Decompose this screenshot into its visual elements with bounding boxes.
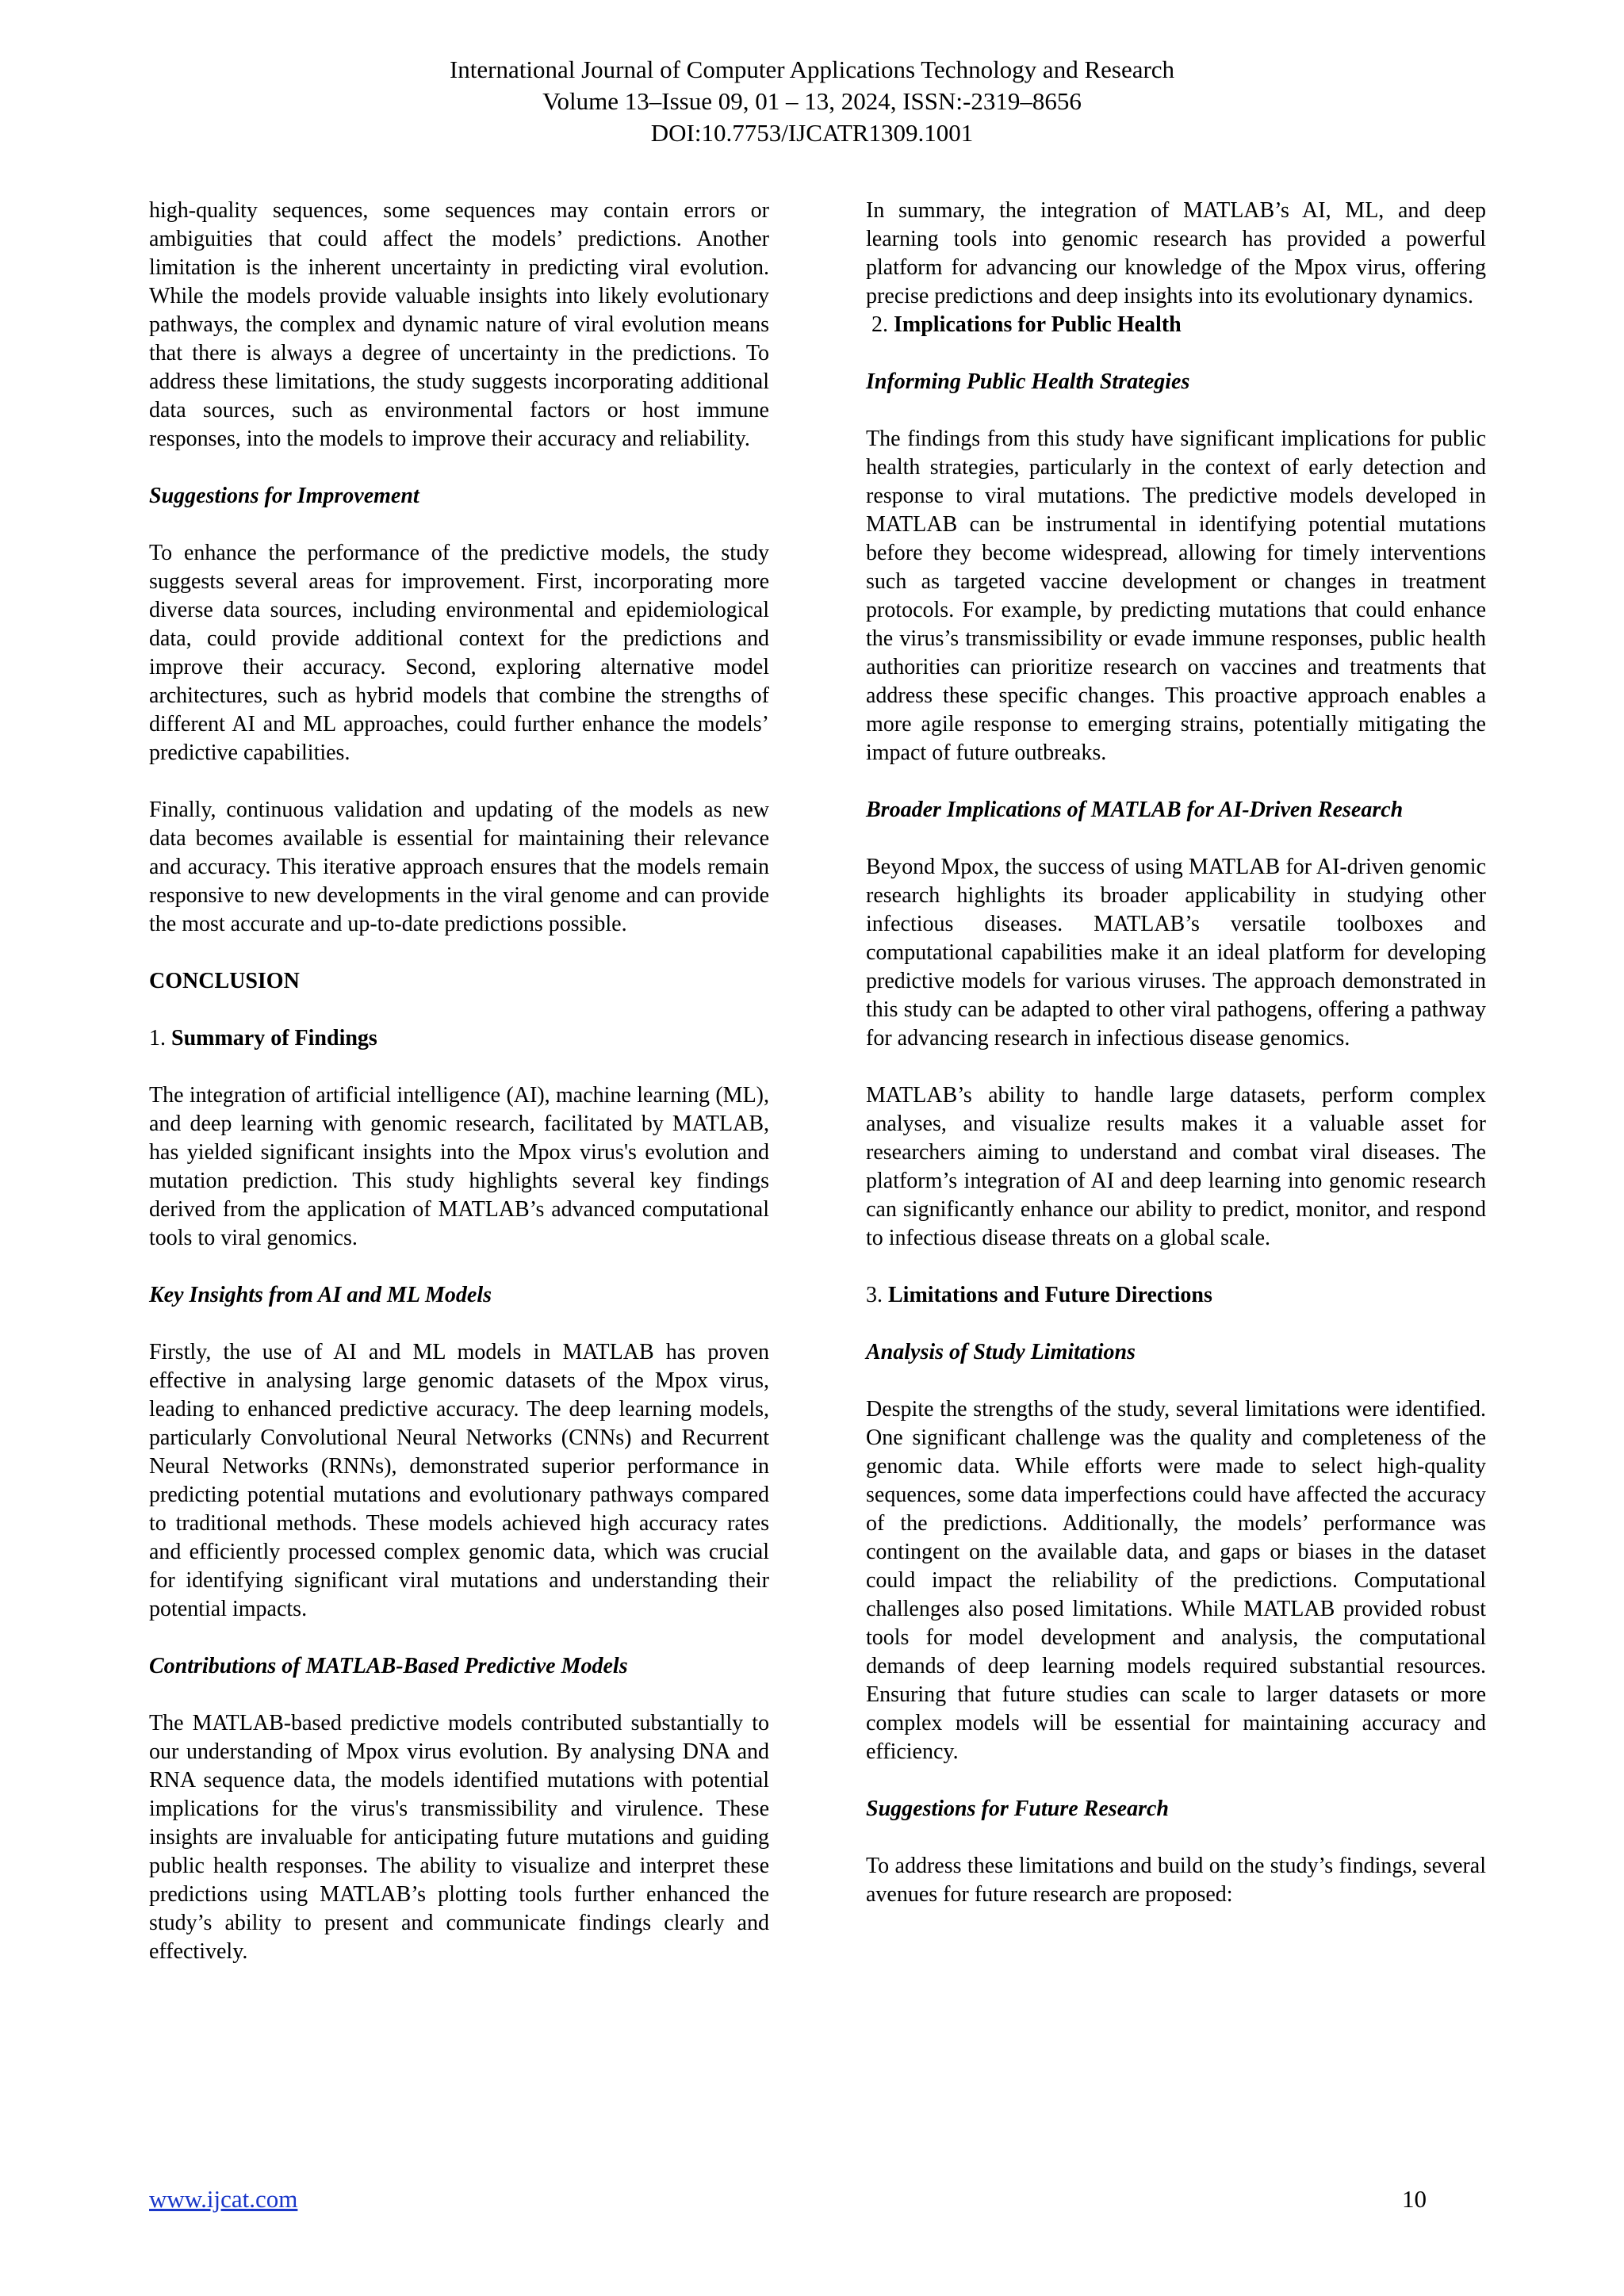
paragraph: Finally, continuous validation and updating of the models as new data becomes available is essential for maintaining their relevance and accuracy. This iterative approach ensures that the models remain responsive to new developments in the viral genome and can provide the most accurate and up-to-date predictions possible. <box>149 798 769 936</box>
section-number: 3. <box>866 1283 883 1307</box>
section-number: 1. <box>149 1026 166 1050</box>
right-column <box>866 197 1486 1909</box>
subheading-informing-strategies: Informing Public Health Strategies <box>866 369 1190 394</box>
subheading-future-research: Suggestions for Future Research <box>866 1797 1169 1821</box>
paragraph: To enhance the performance of the predictive models, the study suggests several areas for improvement. First, incorporating more diverse data sources, including environmental and epidemiological data, could provide additional context for the predictions and improve their accuracy. Second, exploring alternative model architectures, such as hybrid models that combine the strengths of different AI and ML approaches, could further enhance the models’ predictive capabilities. <box>149 541 769 765</box>
section-heading-summary <box>149 1024 769 1053</box>
subheading-broader-implications: Broader Implications of MATLAB for AI-Driven Research <box>866 798 1404 822</box>
subheading-key-insights: Key Insights from AI and ML Models <box>149 1283 492 1307</box>
paragraph: high-quality sequences, some sequences may contain errors or ambiguities that could affect the models’ predictions. Another limitation is the inherent uncertainty in predicting viral evolution. While the models provide valuable insights into likely evolutionary pathways, the complex and dynamic nature of viral evolution means that there is always a degree of uncertainty in the predictions. To address these limitations, the study suggests incorporating additional data sources, such as environmental factors or host immune responses, into the models to improve their accuracy and reliability. <box>149 198 769 451</box>
left-column <box>149 197 769 1966</box>
paragraph: Despite the strengths of the study, several limitations were identified. One significant challenge was the quality and completeness of the genomic data. While efforts were made to select high-quality sequences, some data imperfections could have affected the accuracy of the predictions. Additionally, the models’ performance was contingent on the available data, and gaps or biases in the dataset could impact the reliability of the predictions. Computational challenges also posed limitations. While MATLAB provided robust tools for model development and analysis, the computational demands of deep learning models required substantial resources. Ensuring that future studies can scale to larger datasets or more complex models will be essential for maintaining accuracy and efficiency. <box>866 1397 1486 1764</box>
paragraph: In summary, the integration of MATLAB’s AI, ML, and deep learning tools into genomic research has provided a powerful platform for advancing our knowledge of the Mpox virus, offering precise predictions and deep insights into its evolutionary dynamics. <box>866 198 1486 308</box>
subheading-suggestions-improvement: Suggestions for Improvement <box>149 484 419 508</box>
section-title: Limitations and Future Directions <box>888 1283 1212 1307</box>
section-title: Summary of Findings <box>171 1026 377 1050</box>
journal-doi: DOI:10.7753/IJCATR1309.1001 <box>650 119 974 147</box>
journal-website-link[interactable]: www.ijcat.com <box>149 2185 298 2213</box>
journal-header <box>0 54 1624 149</box>
journal-volume: Volume 13–Issue 09, 01 – 13, 2024, ISSN:-2319–8656 <box>542 87 1082 115</box>
page-number: 10 <box>1402 2185 1427 2213</box>
section-heading-public-health <box>866 311 1486 339</box>
paragraph: Firstly, the use of AI and ML models in MATLAB has proven effective in analysing large genomic datasets of the Mpox virus, leading to enhanced predictive accuracy. The deep learning models, particularly Convolutional Neural Networks (CNNs) and Recurrent Neural Networks (RNNs), demonstrated superior performance in predicting potential mutations and evolutionary pathways compared to traditional methods. These models achieved high accuracy rates and efficiently processed complex genomic data, which was crucial for identifying significant viral mutations and understanding their potential impacts. <box>149 1340 769 1621</box>
section-number: 2. <box>871 312 888 337</box>
section-heading-limitations <box>866 1281 1486 1310</box>
paragraph: The findings from this study have significant implications for public health strategies, particularly in the context of early detection and response to viral mutations. The predictive models developed in MATLAB can be instrumental in identifying potential mutations before they become widespread, allowing for timely interventions such as targeted vaccine development or changes in treatment protocols. For example, by predicting mutations that could enhance the virus’s transmissibility or evade immune responses, public health authorities can prioritize research on vaccines and treatments that address these specific changes. This proactive approach enables a more agile response to emerging strains, potentially mitigating the impact of future outbreaks. <box>866 427 1486 765</box>
paragraph: MATLAB’s ability to handle large datasets, perform complex analyses, and visualize results makes it a valuable asset for researchers aiming to understand and combat viral diseases. The platform’s integration of AI and deep learning into genomic research can significantly enhance our ability to predict, monitor, and respond to infectious disease threats on a global scale. <box>866 1083 1486 1250</box>
journal-title: International Journal of Computer Applications Technology and Research <box>449 55 1175 83</box>
section-heading-conclusion: CONCLUSION <box>149 969 300 993</box>
paragraph: To address these limitations and build on the study’s findings, several avenues for future research are proposed: <box>866 1854 1486 1907</box>
section-title: Implications for Public Health <box>894 312 1182 337</box>
paragraph: The MATLAB-based predictive models contributed substantially to our understanding of Mpox virus evolution. By analysing DNA and RNA sequence data, the models identified mutations with potential implications for the virus's transmissibility and virulence. These insights are invaluable for anticipating future mutations and guiding public health responses. The ability to visualize and interpret these predictions using MATLAB’s plotting tools further enhanced the study’s ability to present and communicate findings clearly and effectively. <box>149 1711 769 1964</box>
paragraph: The integration of artificial intelligence (AI), machine learning (ML), and deep learning with genomic research, facilitated by MATLAB, has yielded significant insights into the Mpox virus's evolution and mutation prediction. This study highlights several key findings derived from the application of MATLAB’s advanced computational tools to viral genomics. <box>149 1083 769 1250</box>
paragraph: Beyond Mpox, the success of using MATLAB for AI-driven genomic research highlights its broader applicability in studying other infectious diseases. MATLAB’s versatile toolboxes and computational capabilities make it an ideal platform for developing predictive models for various viruses. The approach demonstrated in this study can be adapted to other viral pathogens, offering a pathway for advancing research in infectious disease genomics. <box>866 855 1486 1050</box>
subheading-study-limitations: Analysis of Study Limitations <box>866 1340 1136 1364</box>
subheading-contributions: Contributions of MATLAB-Based Predictive Models <box>149 1654 628 1678</box>
